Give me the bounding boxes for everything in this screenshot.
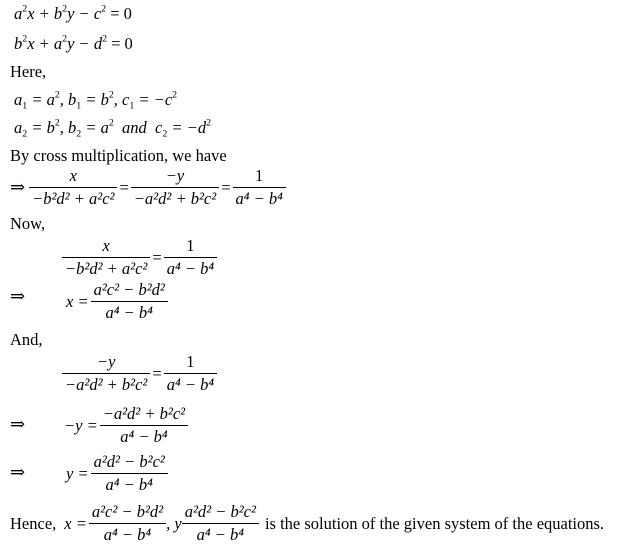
implies-symbol: ⇒ xyxy=(10,177,26,197)
here-label: Here, xyxy=(10,62,47,81)
y-arrow: ⇒ xyxy=(10,462,26,482)
hence-line: Hence, x = $\frac{\text{a²c² − b²d²}}{\text{a⁴ − b⁴}}$ , y $\frac{\text{a²d² − b²c²}}{\text{a⁴ − b⁴}}$ is the solution of the given system of the equations. xyxy=(10,502,605,544)
fraction-x: $\frac{x}{\text{−b²d² + a²c²}}$ xyxy=(29,166,117,209)
neg-y-arrow: ⇒ xyxy=(10,414,26,434)
fraction-neg-y: $\frac{-y}{\text{−a²d² + b²c²}}$ xyxy=(131,166,219,209)
conclusion-text: is the solution of the given system of the equations. xyxy=(264,513,605,533)
cross-multiplication-text: By cross multiplication, we have xyxy=(10,146,227,165)
coefficients-2: $a_2 = b^2$, $b_2 = a^2$ and $c_2 = -d^2$ xyxy=(14,117,212,140)
cross-multiplication-equation: ⇒ $\frac{x}{\text{−b²d² + a²c²}}$ = $\frac{-y}{\text{−a²d² + b²c²}}$ = $\frac{1}{\text{a⁴ − b⁴}}$ xyxy=(10,166,286,209)
hence-label: Hence, xyxy=(10,513,57,533)
and-label: And, xyxy=(10,330,43,349)
x-result: x = $\frac{\text{a²c² − b²d²}}{\text{a⁴ − b⁴}}$ xyxy=(66,280,168,323)
neg-y-result: −y = $\frac{\text{−a²d² + b²c²}}{\text{a⁴ − b⁴}}$ xyxy=(64,404,188,447)
equation-1: $a^2x + b^2y - c^2 = 0$ xyxy=(14,3,132,23)
y-result: y = $\frac{\text{a²d² − b²c²}}{\text{a⁴ − b⁴}}$ xyxy=(66,452,168,495)
now-label: Now, xyxy=(10,214,46,233)
x-result-arrow: ⇒ xyxy=(10,286,26,306)
fraction-one: $\frac{1}{\text{a⁴ − b⁴}}$ xyxy=(233,166,286,209)
coefficients-1: $a_1 = a^2$, $b_1 = b^2$, $c_1 = -c^2$ xyxy=(14,89,178,112)
and-equation: $\frac{-y}{\text{−a²d² + b²c²}}$ = $\frac{1}{\text{a⁴ − b⁴}}$ xyxy=(62,352,217,395)
equation-2: $b^2x + a^2y - d^2 = 0$ xyxy=(14,33,133,53)
now-equation: $\frac{x}{\text{−b²d² + a²c²}}$ = $\frac{1}{\text{a⁴ − b⁴}}$ xyxy=(62,236,217,279)
